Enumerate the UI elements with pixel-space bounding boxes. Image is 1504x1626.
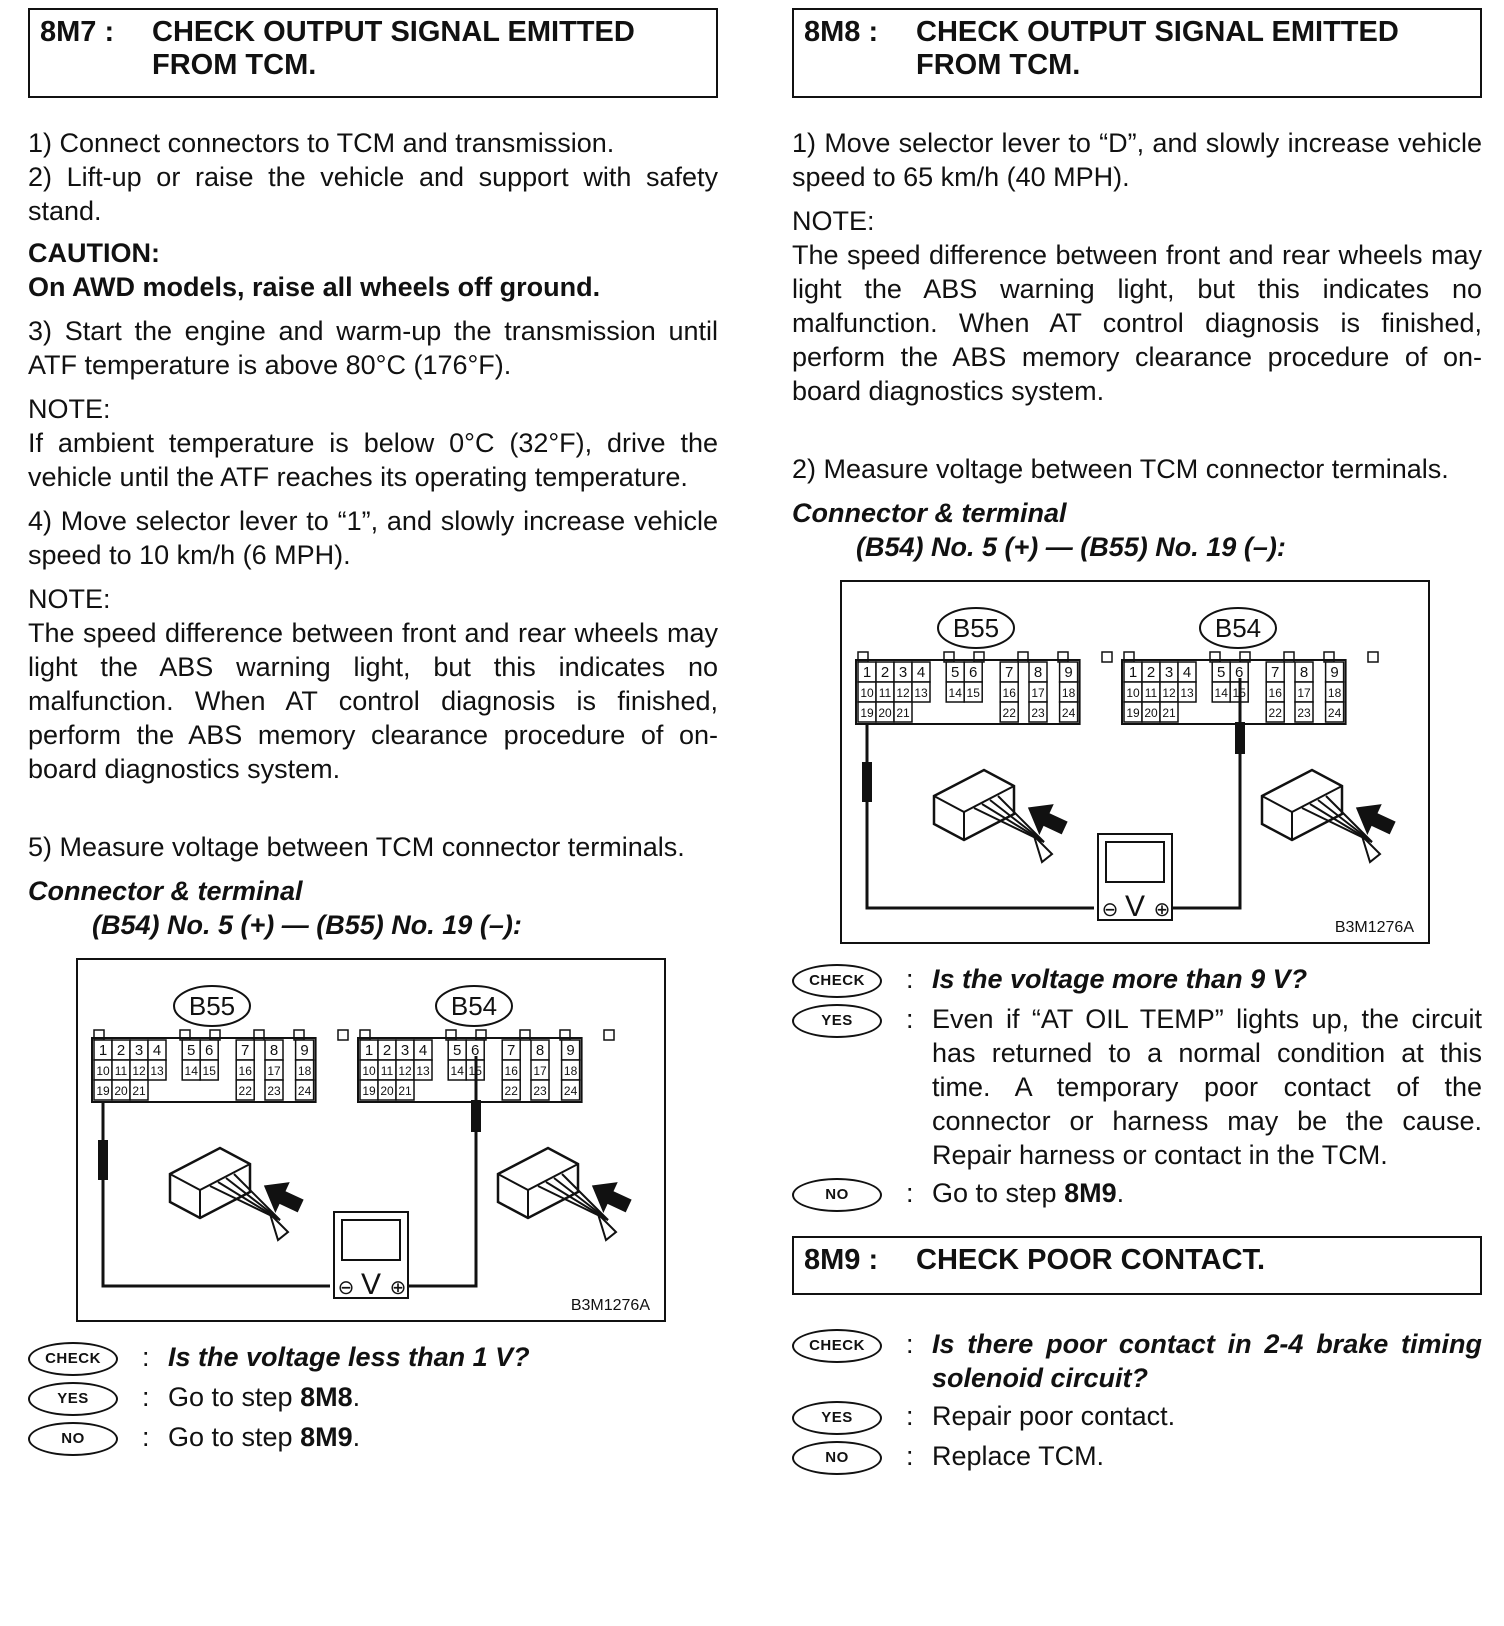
terminal-number: 1	[364, 1042, 374, 1059]
check-badge-icon: CHECK	[792, 1329, 882, 1363]
terminal-number: 3	[134, 1042, 144, 1059]
arrow-icon	[583, 1173, 635, 1222]
terminal-number: 9	[566, 1042, 575, 1059]
step-title: CHECK OUTPUT SIGNAL EMITTED FROM TCM.	[916, 16, 1399, 81]
no-row	[792, 1439, 1482, 1475]
terminal-number: 2	[116, 1042, 126, 1059]
plug-body-icon	[170, 1148, 250, 1218]
colon: :	[906, 1441, 914, 1471]
terminal-number: 23	[1297, 706, 1311, 720]
terminal-number: 3	[1164, 664, 1174, 681]
connector-label: B55	[952, 613, 1000, 643]
connector-value: (B54) No. 5 (+) — (B55) No. 19 (–):	[92, 910, 522, 940]
terminal-number: 24	[297, 1084, 312, 1098]
terminal-number: 14	[948, 686, 962, 700]
step-header-8m7	[28, 8, 718, 98]
step-code: 8M8 :	[804, 16, 879, 48]
left-column	[28, 8, 718, 1456]
terminal-number: 12	[132, 1064, 146, 1078]
terminal-number: 1	[98, 1042, 108, 1059]
terminal-number: 18	[563, 1064, 578, 1078]
terminal-number: 18	[1327, 686, 1342, 700]
connector-tab	[604, 1030, 614, 1040]
terminal-number: 6	[471, 1042, 480, 1059]
no-answer	[932, 1176, 1482, 1210]
terminal-number: 12	[896, 686, 910, 700]
terminal-number: 24	[563, 1084, 578, 1098]
terminal-number: 5	[951, 664, 960, 681]
step-title: CHECK OUTPUT SIGNAL EMITTED FROM TCM.	[152, 16, 635, 81]
step-link-8m8[interactable]: 8M8	[300, 1382, 353, 1412]
terminal-number: 13	[1180, 686, 1194, 700]
colon: :	[906, 964, 914, 994]
terminal-number: 17	[533, 1064, 547, 1078]
terminal-number: 15	[202, 1064, 216, 1078]
terminal-number: 20	[380, 1084, 394, 1098]
terminal-number: 7	[241, 1042, 250, 1059]
minus-terminal-icon: ⊖	[1101, 899, 1119, 921]
colon: :	[906, 1329, 914, 1359]
terminal-number: 21	[398, 1084, 412, 1098]
answer-suffix: .	[352, 1422, 361, 1452]
terminal-number: 9	[300, 1042, 309, 1059]
arrow-icon	[255, 1173, 307, 1222]
check-question: Is there poor contact in 2-4 brake timing solenoid circuit?	[932, 1329, 1482, 1393]
terminal-number: 7	[507, 1042, 516, 1059]
step-header-8m8	[792, 8, 1482, 98]
answer-prefix: Go to step	[168, 1422, 301, 1452]
connector-label: Connector & terminal	[792, 498, 1067, 528]
step-link-8m9[interactable]: 8M9	[300, 1422, 353, 1452]
yes-badge-icon: YES	[792, 1004, 882, 1038]
plug-body-icon	[934, 770, 1014, 840]
terminal-number: 11	[114, 1064, 128, 1078]
terminal-number: 8	[269, 1042, 279, 1059]
terminal-number: 14	[184, 1064, 198, 1078]
terminal-number: 24	[1327, 706, 1342, 720]
terminal-number: 20	[114, 1084, 128, 1098]
yes-badge-icon: YES	[28, 1382, 118, 1416]
plug-body-icon	[1262, 770, 1342, 840]
note-label: NOTE:	[28, 394, 111, 424]
note-text: If ambient temperature is below 0°C (32°F), drive the vehicle until the ATF reaches its operating temperature.	[28, 428, 718, 492]
plug-body-icon	[498, 1148, 578, 1218]
terminal-number: 14	[1214, 686, 1228, 700]
terminal-number: 14	[450, 1064, 464, 1078]
voltmeter-display	[1106, 842, 1164, 882]
terminal-number: 4	[152, 1042, 162, 1059]
voltmeter-display	[342, 1220, 400, 1260]
probe-sleeve	[862, 762, 872, 802]
terminal-number: 13	[416, 1064, 430, 1078]
connector-label: B54	[1214, 613, 1262, 643]
voltmeter-symbol: V	[1124, 890, 1146, 923]
minus-terminal-icon: ⊖	[337, 1277, 355, 1299]
terminal-number: 10	[1126, 686, 1140, 700]
step-2-text: 2) Measure voltage between TCM connector terminals.	[792, 454, 1449, 484]
terminal-number: 7	[1271, 664, 1280, 681]
connector-tab	[338, 1030, 348, 1040]
terminal-number: 22	[238, 1084, 252, 1098]
terminal-number: 23	[533, 1084, 547, 1098]
terminal-number: 12	[398, 1064, 412, 1078]
terminal-number: 5	[453, 1042, 462, 1059]
terminal-number: 16	[1002, 686, 1016, 700]
step-3-text: 3) Start the engine and warm-up the transmission until ATF temperature is above 80°C (176°F).	[28, 316, 718, 380]
terminal-number: 8	[1033, 664, 1043, 681]
terminal-number: 15	[966, 686, 980, 700]
voltmeter-symbol: V	[360, 1268, 382, 1301]
step-5-text: 5) Measure voltage between TCM connector terminals.	[28, 832, 685, 862]
yes-answer: Even if “AT OIL TEMP” lights up, the circuit has returned to a normal condition at this time. A temporary poor contact of the connector or harness may be the cause. Repair harness or contact in the TCM.	[932, 1004, 1482, 1170]
terminal-number: 10	[860, 686, 874, 700]
answer-suffix: .	[1116, 1178, 1125, 1208]
yes-row	[792, 1002, 1482, 1172]
colon: :	[906, 1004, 914, 1034]
plus-terminal-icon: ⊕	[389, 1277, 407, 1299]
terminal-number: 9	[1330, 664, 1339, 681]
terminal-number: 17	[267, 1064, 281, 1078]
colon: :	[142, 1382, 150, 1412]
colon: :	[906, 1401, 914, 1431]
terminal-number: 4	[1182, 664, 1192, 681]
terminal-number: 19	[860, 706, 874, 720]
terminal-number: 8	[1299, 664, 1309, 681]
arrow-icon	[1347, 795, 1399, 844]
arrow-icon	[1019, 795, 1071, 844]
right-column	[792, 8, 1482, 1475]
check-question: Is the voltage less than 1 V?	[168, 1342, 530, 1372]
terminal-number: 6	[969, 664, 978, 681]
terminal-number: 11	[878, 686, 892, 700]
plus-terminal-icon: ⊕	[1153, 899, 1171, 921]
check-badge-icon: CHECK	[28, 1342, 118, 1376]
terminal-number: 16	[238, 1064, 252, 1078]
step-2-text: 2) Lift-up or raise the vehicle and support with safety stand.	[28, 162, 718, 226]
answer-prefix: Go to step	[932, 1178, 1065, 1208]
no-row	[28, 1420, 718, 1456]
positive-probe-wire	[408, 1056, 476, 1286]
answer-suffix: .	[352, 1382, 361, 1412]
no-answer: Replace TCM.	[932, 1441, 1105, 1471]
terminal-number: 15	[468, 1064, 482, 1078]
note-label: NOTE:	[792, 206, 875, 236]
connector-label: B55	[188, 991, 236, 1021]
answer-prefix: Go to step	[168, 1382, 301, 1412]
connector-label: B54	[450, 991, 498, 1021]
step-4-text: 4) Move selector lever to “1”, and slowly increase vehicle speed to 10 km/h (6 MPH).	[28, 506, 718, 570]
terminal-number: 4	[916, 664, 926, 681]
check-badge-icon: CHECK	[792, 964, 882, 998]
step-code: 8M9 :	[804, 1244, 879, 1276]
terminal-number: 6	[205, 1042, 214, 1059]
terminal-number: 1	[1128, 664, 1138, 681]
terminal-number: 22	[504, 1084, 518, 1098]
terminal-number: 18	[297, 1064, 312, 1078]
terminal-number: 4	[418, 1042, 428, 1059]
terminal-number: 16	[1268, 686, 1282, 700]
terminal-number: 17	[1031, 686, 1045, 700]
terminal-number: 21	[1162, 706, 1176, 720]
step-1-text: 1) Connect connectors to TCM and transmission.	[28, 128, 615, 158]
terminal-number: 21	[132, 1084, 146, 1098]
yes-row	[792, 1399, 1482, 1435]
caution-label: CAUTION:	[28, 238, 160, 268]
figure-id: B3M1276A	[570, 1297, 650, 1314]
connector-value: (B54) No. 5 (+) — (B55) No. 19 (–):	[856, 532, 1286, 562]
connector-tab	[1102, 652, 1112, 662]
terminal-number: 10	[362, 1064, 376, 1078]
terminal-number: 21	[896, 706, 910, 720]
terminal-number: 18	[1061, 686, 1076, 700]
terminal-number: 8	[535, 1042, 545, 1059]
check-row	[792, 1327, 1482, 1395]
no-answer	[168, 1420, 718, 1454]
step-code: 8M7 :	[40, 16, 115, 48]
yes-row	[28, 1380, 718, 1416]
terminal-number: 2	[1146, 664, 1156, 681]
terminal-number: 6	[1235, 664, 1244, 681]
terminal-number: 22	[1002, 706, 1016, 720]
yes-badge-icon: YES	[792, 1401, 882, 1435]
terminal-number: 24	[1061, 706, 1076, 720]
colon: :	[906, 1178, 914, 1208]
probe-sleeve	[98, 1140, 108, 1180]
connector-label: Connector & terminal	[28, 876, 303, 906]
terminal-number: 23	[1031, 706, 1045, 720]
terminal-number: 2	[880, 664, 890, 681]
no-badge-icon: NO	[792, 1441, 882, 1475]
note-text: The speed difference between front and rear wheels may light the ABS warning light, but this indicates no malfunction. When AT control diagnosis is finished, perform the ABS memory clearance procedure of on-board diagnostics system.	[792, 240, 1482, 406]
terminal-number: 20	[878, 706, 892, 720]
terminal-number: 10	[96, 1064, 110, 1078]
terminal-number: 19	[1126, 706, 1140, 720]
terminal-number: 3	[400, 1042, 410, 1059]
step-header-8m9	[792, 1236, 1482, 1295]
terminal-number: 22	[1268, 706, 1282, 720]
terminal-number: 20	[1144, 706, 1158, 720]
wiring-diagram-svg	[78, 960, 664, 1320]
no-badge-icon: NO	[28, 1422, 118, 1456]
probe-sleeve	[471, 1100, 481, 1132]
terminal-number: 15	[1232, 686, 1246, 700]
note-label: NOTE:	[28, 584, 111, 614]
colon: :	[142, 1342, 150, 1372]
positive-probe-wire	[1172, 678, 1240, 908]
caution-text: On AWD models, raise all wheels off ground.	[28, 272, 601, 302]
yes-answer: Repair poor contact.	[932, 1401, 1176, 1431]
terminal-number: 17	[1297, 686, 1311, 700]
terminal-number: 23	[267, 1084, 281, 1098]
step-1-text: 1) Move selector lever to “D”, and slowly increase vehicle speed to 65 km/h (40 MPH).	[792, 128, 1482, 192]
terminal-number: 12	[1162, 686, 1176, 700]
check-row	[28, 1340, 718, 1376]
terminal-number: 13	[150, 1064, 164, 1078]
connector-tab	[1368, 652, 1378, 662]
terminal-number: 19	[362, 1084, 376, 1098]
step-link-8m9[interactable]: 8M9	[1064, 1178, 1117, 1208]
no-row	[792, 1176, 1482, 1212]
terminal-number: 5	[1217, 664, 1226, 681]
terminal-number: 2	[382, 1042, 392, 1059]
wiring-diagram	[76, 958, 666, 1322]
wiring-diagram-svg	[842, 582, 1428, 942]
terminal-number: 1	[862, 664, 872, 681]
terminal-number: 19	[96, 1084, 110, 1098]
terminal-number: 5	[187, 1042, 196, 1059]
terminal-number: 11	[380, 1064, 394, 1078]
no-badge-icon: NO	[792, 1178, 882, 1212]
terminal-number: 13	[914, 686, 928, 700]
terminal-number: 9	[1064, 664, 1073, 681]
step-title: CHECK POOR CONTACT.	[916, 1244, 1266, 1276]
check-row	[792, 962, 1482, 998]
check-question: Is the voltage more than 9 V?	[932, 964, 1308, 994]
probe-sleeve	[1235, 722, 1245, 754]
terminal-number: 11	[1144, 686, 1158, 700]
terminal-number: 16	[504, 1064, 518, 1078]
colon: :	[142, 1422, 150, 1452]
note-text: The speed difference between front and rear wheels may light the ABS warning light, but this indicates no malfunction. When AT control diagnosis is finished, perform the ABS memory clearance procedure of on-board diagnostics system.	[28, 618, 718, 784]
yes-answer	[168, 1380, 718, 1414]
terminal-number: 3	[898, 664, 908, 681]
wiring-diagram	[840, 580, 1430, 944]
terminal-number: 7	[1005, 664, 1014, 681]
figure-id: B3M1276A	[1334, 919, 1414, 936]
